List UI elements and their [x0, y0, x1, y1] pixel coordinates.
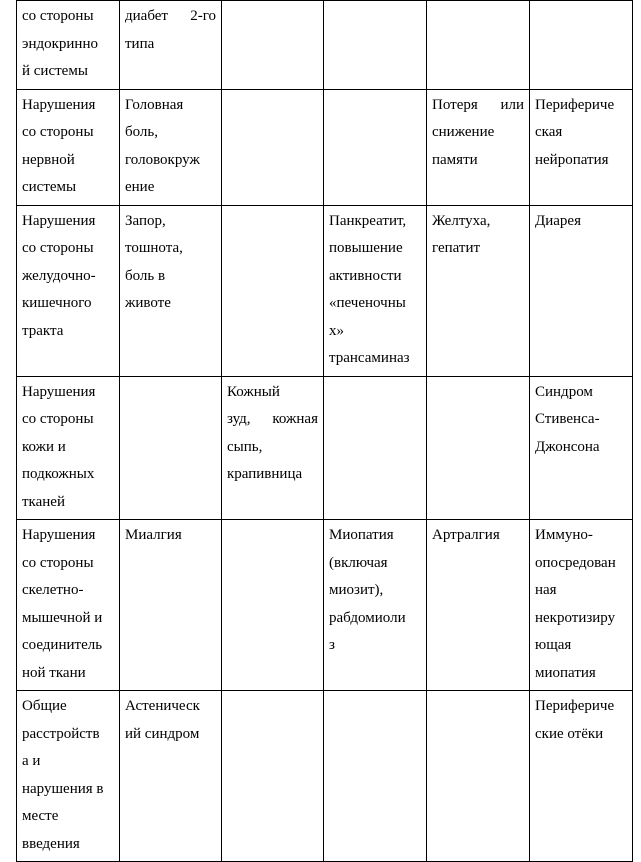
cell-text-line: со стороны [22, 124, 94, 140]
cell-text-line: Стивенса- [535, 411, 600, 427]
cell-text-line: расстройств [22, 725, 100, 742]
cell-text-line: ная [535, 582, 557, 598]
table-cell [530, 205, 633, 376]
cell-text-line: Нарушения [22, 96, 96, 113]
table-cell [324, 376, 427, 520]
table-cell [427, 205, 530, 376]
table-cell [530, 691, 633, 862]
cell-text-line: миопатия [535, 664, 596, 681]
table-row [17, 1, 633, 90]
table-cell [324, 1, 427, 90]
cell-text-line: тракта [22, 322, 64, 339]
cell-text-line: эндокринно [22, 35, 98, 52]
table-cell [120, 89, 222, 205]
cell-text-line: нарушения в [22, 780, 104, 797]
cell-text-line: Головная [125, 96, 184, 113]
cell-text-line: ские отёки [535, 725, 604, 742]
cell-text-line: нейропатия [535, 151, 609, 168]
cell-text-line: памяти [432, 151, 478, 168]
cell-text-line: (включая [329, 554, 388, 571]
cell-text-line: а и [22, 753, 41, 769]
table-cell [530, 376, 633, 520]
cell-text-line: со стороны [22, 8, 94, 24]
table-cell [222, 520, 324, 691]
cell-text-line: Астеническ [125, 698, 200, 714]
cell-text-line: головокруж [125, 151, 200, 168]
cell-text-line: Джонсона [535, 438, 600, 455]
table-cell [324, 691, 427, 862]
table-cell [222, 691, 324, 862]
table-cell [427, 520, 530, 691]
cell-text-line: Панкреатит, [329, 212, 407, 229]
cell-text-line: опосредован [535, 554, 616, 571]
cell-text-line: кишечного [22, 295, 92, 311]
cell-text-line: ий синдром [125, 725, 200, 742]
table-cell [120, 691, 222, 862]
cell-text-line: некротизиру [535, 609, 616, 626]
cell-text-line: ение [125, 179, 155, 195]
table-cell [17, 376, 120, 520]
cell-text-line: крапивница [227, 466, 303, 482]
cell-text-line: боль в [125, 267, 166, 284]
cell-text-line: х» [329, 322, 344, 339]
cell-text-line: Миалгия [125, 527, 182, 543]
cell-text-line: Потеря или [432, 96, 524, 113]
cell-text-line: нервной [22, 151, 75, 168]
cell-text-line: Иммуно- [535, 527, 593, 543]
cell-text-line: зуд, кожная [227, 411, 318, 427]
adverse-reactions-table [16, 0, 633, 862]
cell-text-line: диабет 2-го [125, 8, 216, 24]
table-cell [324, 205, 427, 376]
table-cell [530, 520, 633, 691]
cell-text-line: мышечной и [22, 609, 103, 626]
cell-text-line: месте [22, 808, 59, 824]
cell-text-line: активности [329, 267, 402, 284]
cell-text-line: «печеночны [329, 295, 406, 311]
table-cell [17, 1, 120, 90]
cell-text-line: ющая [535, 637, 572, 653]
table-cell [530, 1, 633, 90]
cell-text-line: з [329, 637, 335, 653]
cell-text-line: Желтуха, [432, 212, 491, 229]
table-row [17, 691, 633, 862]
table-cell [530, 89, 633, 205]
table-body [17, 1, 633, 862]
cell-text-line: скелетно- [22, 582, 84, 598]
table-cell [120, 1, 222, 90]
cell-text-line: Миопатия [329, 527, 394, 543]
cell-text-line: рабдомиоли [329, 609, 406, 626]
cell-text-line: со стороны [22, 411, 94, 427]
table-cell [427, 1, 530, 90]
table-row [17, 89, 633, 205]
table-cell [17, 205, 120, 376]
cell-text-line: Периферичe [535, 698, 615, 714]
cell-text-line: тошнота, [125, 240, 183, 256]
table-cell [427, 376, 530, 520]
cell-text-line: миозит), [329, 582, 384, 598]
cell-text-line: Запор, [125, 212, 166, 229]
cell-text-line: Кожный [227, 383, 280, 400]
cell-text-line: желудочно- [22, 267, 96, 284]
cell-text-line: тканей [22, 493, 65, 510]
cell-text-line: Артралгия [432, 527, 500, 543]
cell-text-line: типа [125, 35, 155, 52]
cell-text-line: Нарушения [22, 212, 96, 229]
table-cell [17, 520, 120, 691]
table-cell [17, 89, 120, 205]
cell-text-line: повышение [329, 240, 403, 256]
table-cell [222, 376, 324, 520]
cell-text-line: со стороны [22, 240, 94, 256]
cell-text-line: Нарушения [22, 383, 96, 400]
table-cell [222, 1, 324, 90]
cell-text-line: животе [125, 295, 171, 311]
cell-text-line: соединитель [22, 637, 103, 653]
table-row [17, 376, 633, 520]
cell-text-line: боль, [125, 124, 159, 140]
table-cell [427, 691, 530, 862]
cell-text-line: Синдром [535, 383, 593, 400]
table-cell [120, 520, 222, 691]
cell-text-line: подкожных [22, 466, 95, 482]
cell-text-line: кожи и [22, 438, 66, 455]
cell-text-line: й системы [22, 63, 88, 79]
cell-text-line: Периферичe [535, 96, 615, 113]
cell-text-line: Общие [22, 698, 67, 714]
cell-text-line: гепатит [432, 240, 481, 256]
table-cell [120, 376, 222, 520]
table-cell [427, 89, 530, 205]
table-cell [324, 520, 427, 691]
table-cell [222, 205, 324, 376]
cell-text-line: со стороны [22, 554, 94, 571]
cell-text-line: Диарея [535, 212, 581, 229]
cell-text-line: трансаминаз [329, 350, 410, 366]
cell-text-line: системы [22, 179, 77, 195]
cell-text-line: снижение [432, 124, 495, 140]
cell-text-line: ская [535, 124, 563, 140]
table-cell [120, 205, 222, 376]
table-cell [222, 89, 324, 205]
table-row [17, 205, 633, 376]
table-cell [324, 89, 427, 205]
cell-text-line: Нарушения [22, 527, 96, 543]
cell-text-line: сыпь, [227, 438, 263, 455]
table-row [17, 520, 633, 691]
cell-text-line: введения [22, 835, 80, 852]
cell-text-line: ной ткани [22, 664, 86, 681]
table-cell [17, 691, 120, 862]
